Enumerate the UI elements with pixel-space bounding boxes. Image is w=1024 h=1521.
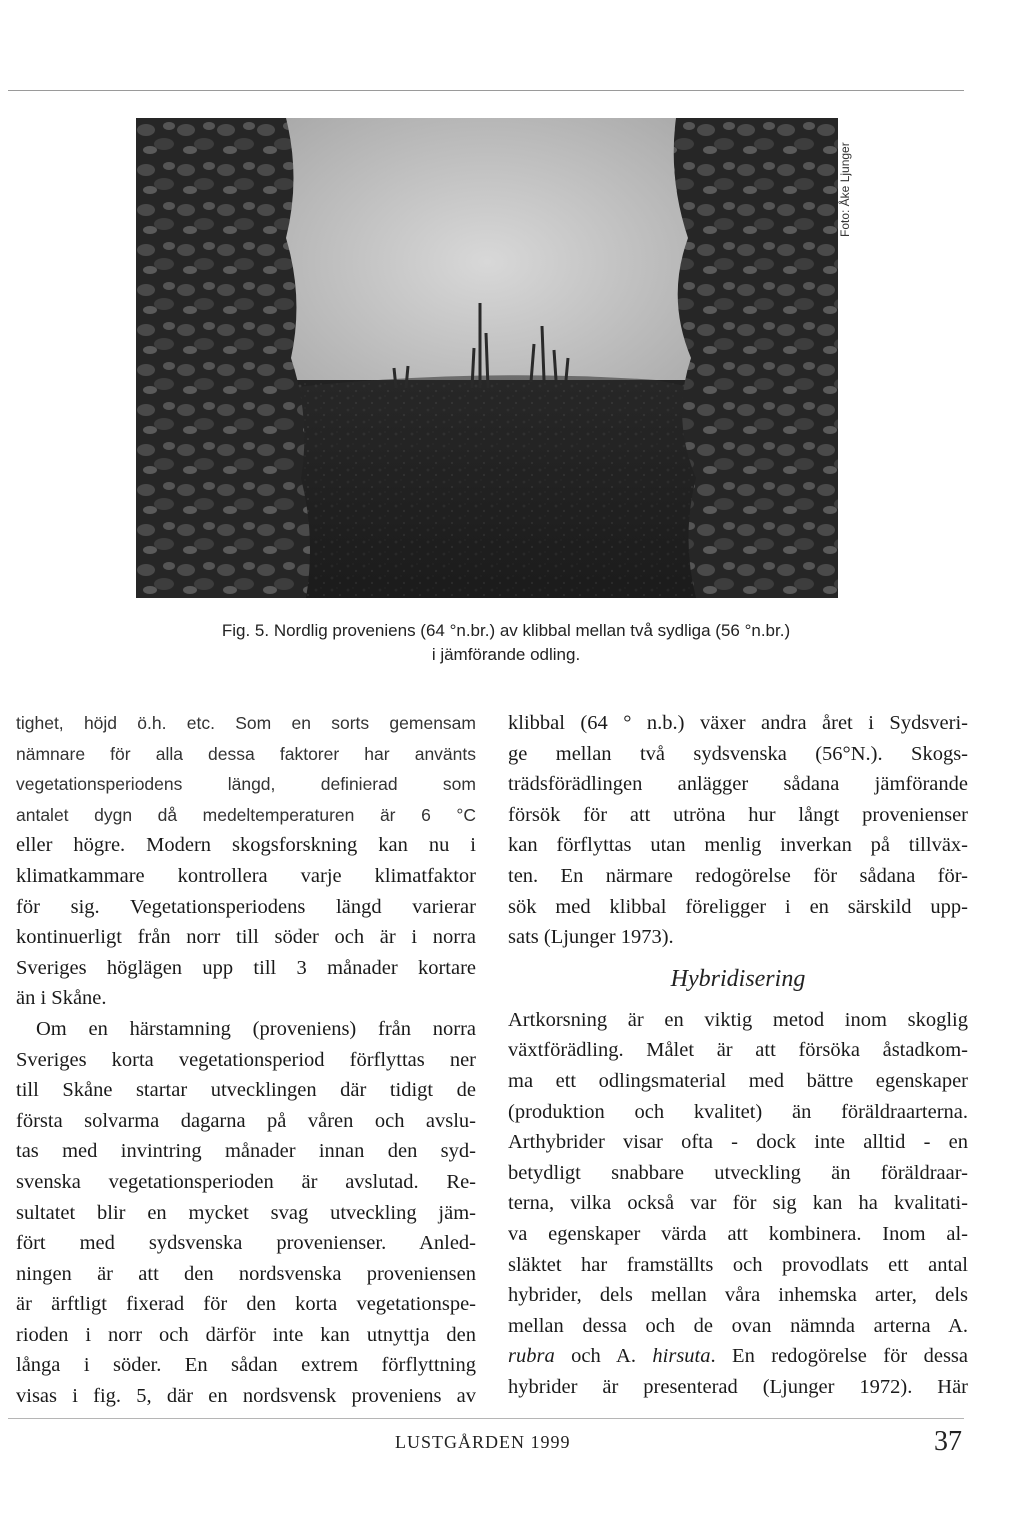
- text-line: Arthybrider visar ofta - dock inte alltid - en: [508, 1131, 968, 1154]
- text-fragment: A.: [616, 1345, 636, 1368]
- left-column: [16, 708, 476, 1412]
- text-line: Sveriges korta vegetationsperiod förflyttas ner: [16, 1048, 476, 1071]
- text-line: tas med invintring månader innan den syd-: [16, 1140, 476, 1163]
- text-line: nämnare för alla dessa faktorer har använts: [16, 743, 476, 764]
- text-line: [508, 1341, 968, 1372]
- caption-line: i jämförande odling.: [431, 645, 581, 664]
- text-fragment: mellan dessa och de ovan nämnda arterna: [508, 1314, 931, 1337]
- species-name: rubra: [508, 1345, 555, 1368]
- text-line: svenska vegetationsperioden är avslutad. Re-: [16, 1170, 476, 1193]
- text-line: terna, vilka också var för sig kan ha kvalitati-: [508, 1192, 968, 1215]
- text-line: antalet dygn då medeltemperaturen är 6 °C: [16, 804, 476, 825]
- text-line: långa i söder. En sådan extrem förflyttning: [16, 1354, 476, 1377]
- text-line: vegetationsperiodens längd, definierad som: [16, 774, 476, 795]
- text-line: ge mellan två sydsvenska (56°N.). Skogs-: [508, 742, 968, 765]
- right-column: [508, 708, 968, 1402]
- alder-field-photo: [136, 118, 838, 598]
- text-line: växtförädling. Målet är att försöka åstadkom-: [508, 1039, 968, 1062]
- text-line: [508, 1311, 968, 1342]
- text-line: klibbal (64 ° n.b.) växer andra året i Sydsveri-: [508, 712, 968, 734]
- text-line: eller högre. Modern skogsforskning kan nu i: [16, 834, 476, 857]
- text-line: Om en härstamning (proveniens) från norra: [36, 1017, 476, 1040]
- text-line: fört med sydsvenska provenienser. Anled-: [16, 1232, 476, 1255]
- text-line: klimatkammare kontrollera varje klimatfaktor: [16, 864, 476, 887]
- text-line: försök för att utröna hur långt provenienser: [508, 803, 968, 826]
- text-line: första solvarma dagarna på våren och avslu-: [16, 1109, 476, 1132]
- section-heading: Hybridisering: [670, 965, 806, 992]
- text-line: än i Skåne.: [16, 987, 107, 1010]
- text-fragment: A.: [948, 1314, 968, 1337]
- text-line: (produktion och kvalitet) än föräldraarterna.: [508, 1100, 968, 1123]
- text-line: hybrider är presenterad (Ljunger 1972). Här: [508, 1375, 968, 1398]
- figure-photo: [136, 118, 838, 598]
- text-line: ten. En närmare redogörelse för sådana för-: [508, 864, 968, 887]
- page-number: 37: [934, 1426, 962, 1457]
- text-line: ningen är att den nordsvenska proveniensen: [16, 1262, 476, 1285]
- species-name: hirsuta: [652, 1345, 711, 1368]
- text-line: va egenskaper värda att kombinera. Inom al-: [508, 1222, 968, 1245]
- photo-credit: Foto: Åke Ljunger: [838, 142, 852, 237]
- text-line: Artkorsning är en viktig metod inom skoglig: [508, 1008, 968, 1031]
- text-line: för sig. Vegetationsperiodens längd varierar: [16, 895, 476, 918]
- text-line: sultatet blir en mycket svag utveckling jäm-: [16, 1201, 476, 1224]
- text-line: visas i fig. 5, där en nordsvensk proveniens av: [16, 1385, 476, 1408]
- text-fragment: . En redogörelse för dessa: [710, 1345, 968, 1368]
- caption-line: Fig. 5. Nordlig proveniens (64 °n.br.) av klibbal mellan två sydliga (56 °n.br.): [221, 621, 791, 640]
- text-fragment: och: [571, 1345, 601, 1368]
- footer-journal: LUSTGÅRDEN 1999: [395, 1432, 571, 1452]
- text-line: sats (Ljunger 1973).: [508, 926, 674, 949]
- text-line: sök med klibbal föreligger i en särskild upp-: [508, 895, 968, 918]
- figure-caption: [136, 619, 876, 667]
- text-line: till Skåne startar utvecklingen där tidigt de: [16, 1079, 476, 1102]
- top-rule: [8, 90, 964, 91]
- text-line: rioden i norr och därför inte kan utnyttja den: [16, 1323, 476, 1346]
- text-line: är ärftligt fixerad för den korta vegetationspe-: [16, 1293, 476, 1316]
- text-line: hybrider, dels mellan våra inhemska arter, dels: [508, 1284, 968, 1307]
- text-line: trädsförädlingen anlägger sådana jämförande: [508, 773, 968, 796]
- text-line: släktet har framställts och provodlats ett antal: [508, 1253, 968, 1276]
- text-line: kan förflyttas utan menlig inverkan på tillväx-: [508, 834, 968, 857]
- text-line: kontinuerligt från norr till söder och är i norra: [16, 926, 476, 949]
- text-line: ma ett odlingsmaterial med bättre egenskaper: [508, 1069, 968, 1092]
- text-line: tighet, höjd ö.h. etc. Som en sorts gemensam: [16, 713, 476, 733]
- text-line: betydligt snabbare utveckling än föräldraar-: [508, 1161, 968, 1184]
- bottom-rule: [8, 1418, 964, 1419]
- text-line: Sveriges höglägen upp till 3 månader kortare: [16, 956, 476, 979]
